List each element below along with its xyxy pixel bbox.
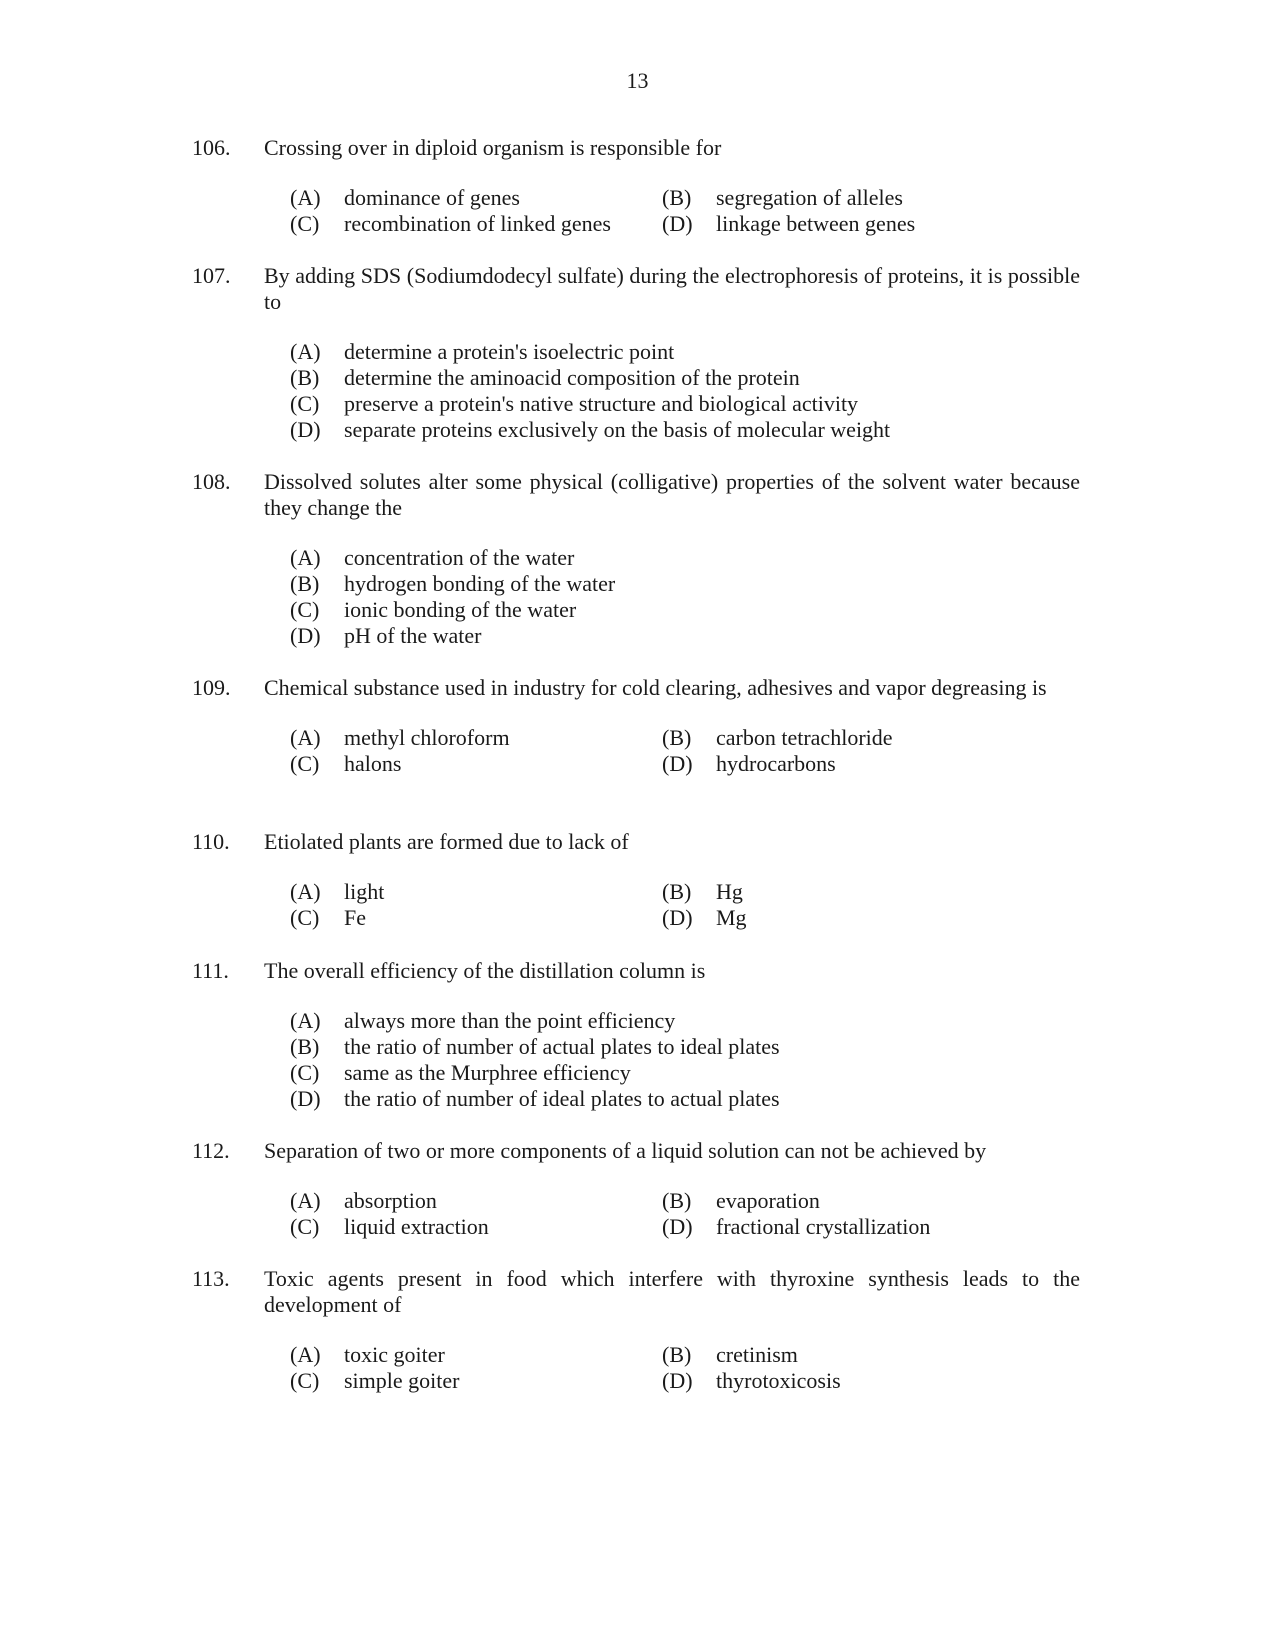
option-label: (D) (662, 1214, 693, 1239)
option-label: (D) (290, 623, 321, 648)
question-111 (192, 958, 1080, 1112)
option-text: carbon tetrachloride (716, 725, 893, 750)
question-text: Crossing over in diploid organism is responsible for (264, 135, 722, 160)
option-text: methyl chloroform (344, 725, 510, 750)
option-text: always more than the point efficiency (344, 1008, 676, 1033)
option-text: segregation of alleles (716, 185, 903, 210)
question-text: Chemical substance used in industry for cold clearing, adhesives and vapor degreasing is (264, 675, 1047, 700)
option-label: (B) (290, 571, 320, 596)
question-number: 106. (192, 135, 231, 160)
option-label: (B) (662, 1188, 692, 1213)
option-label: (C) (290, 597, 320, 622)
option-text: Fe (344, 905, 366, 930)
option-text: liquid extraction (344, 1214, 489, 1239)
page-number: 13 (626, 68, 649, 93)
option-d (662, 1214, 1080, 1240)
option-text: hydrocarbons (716, 751, 836, 776)
option-d (662, 1368, 1080, 1394)
option-b (662, 879, 1080, 905)
option-c (290, 211, 662, 237)
option-d (662, 751, 1080, 777)
option-text: ionic bonding of the water (344, 597, 577, 622)
question-number: 112. (192, 1138, 230, 1163)
option-label: (A) (290, 339, 321, 364)
option-label: (A) (290, 545, 321, 570)
option-d (290, 623, 1080, 649)
question-110 (192, 829, 1080, 931)
option-label: (D) (662, 1368, 693, 1393)
options (290, 1188, 1080, 1240)
option-text: Mg (716, 905, 747, 930)
option-d (662, 211, 1080, 237)
option-label: (A) (290, 725, 321, 750)
options (290, 1342, 1080, 1394)
option-label: (A) (290, 879, 321, 904)
option-label: (C) (290, 1214, 320, 1239)
option-a (290, 185, 662, 211)
option-label: (B) (290, 1034, 320, 1059)
option-text: light (344, 879, 385, 904)
option-label: (D) (662, 211, 693, 236)
option-label: (A) (290, 1188, 321, 1213)
options (290, 1008, 1080, 1112)
option-text: cretinism (716, 1342, 798, 1367)
option-b (662, 1342, 1080, 1368)
option-text: simple goiter (344, 1368, 460, 1393)
option-label: (A) (290, 1342, 321, 1367)
option-text: concentration of the water (344, 545, 575, 570)
question-109 (192, 675, 1080, 777)
question-108 (192, 469, 1080, 649)
option-label: (B) (662, 725, 692, 750)
option-b (290, 571, 1080, 597)
question-112 (192, 1138, 1080, 1240)
option-label: (D) (290, 417, 321, 442)
option-c (290, 391, 1080, 417)
options (290, 879, 1080, 931)
option-text: thyrotoxicosis (716, 1368, 841, 1393)
options (290, 339, 1080, 443)
question-text: Dissolved solutes alter some physical (colligative) properties of the solvent water because they change the (264, 469, 1080, 520)
question-text: Toxic agents present in food which interfere with thyroxine synthesis leads to the development of (264, 1266, 1080, 1317)
option-b (662, 1188, 1080, 1214)
option-label: (C) (290, 1368, 320, 1393)
question-number: 109. (192, 675, 231, 700)
option-a (290, 1008, 1080, 1034)
question-text: Etiolated plants are formed due to lack of (264, 829, 629, 854)
option-text: evaporation (716, 1188, 820, 1213)
question-number: 107. (192, 263, 231, 288)
option-label: (D) (290, 1086, 321, 1111)
option-a (290, 339, 1080, 365)
option-label: (C) (290, 211, 320, 236)
option-d (290, 417, 1080, 443)
option-label: (B) (662, 1342, 692, 1367)
question-113 (192, 1266, 1080, 1394)
option-text: hydrogen bonding of the water (344, 571, 616, 596)
option-text: the ratio of number of ideal plates to actual plates (344, 1086, 780, 1111)
question-number: 113. (192, 1266, 230, 1291)
option-text: absorption (344, 1188, 437, 1213)
option-text: the ratio of number of actual plates to ideal plates (344, 1034, 780, 1059)
option-label: (C) (290, 905, 320, 930)
options (290, 185, 1080, 237)
question-number: 110. (192, 829, 230, 854)
question-107 (192, 263, 1080, 443)
option-a (290, 879, 662, 905)
option-text: separate proteins exclusively on the basis of molecular weight (344, 417, 891, 442)
option-text: pH of the water (344, 623, 482, 648)
option-text: determine a protein's isoelectric point (344, 339, 675, 364)
option-text: recombination of linked genes (344, 211, 611, 236)
question-text: Separation of two or more components of a liquid solution can not be achieved by (264, 1138, 987, 1163)
option-a (290, 1342, 662, 1368)
option-text: dominance of genes (344, 185, 520, 210)
option-b (662, 185, 1080, 211)
option-a (290, 545, 1080, 571)
option-label: (B) (290, 365, 320, 390)
option-label: (C) (290, 1060, 320, 1085)
option-label: (D) (662, 905, 693, 930)
question-text: By adding SDS (Sodiumdodecyl sulfate) during the electrophoresis of proteins, it is possible to (264, 263, 1080, 314)
option-b (662, 725, 1080, 751)
option-label: (B) (662, 185, 692, 210)
option-label: (C) (290, 391, 320, 416)
option-c (290, 1368, 662, 1394)
option-label: (A) (290, 1008, 321, 1033)
option-d (662, 905, 1080, 931)
options (290, 545, 1080, 649)
option-b (290, 365, 1080, 391)
option-text: toxic goiter (344, 1342, 445, 1367)
option-a (290, 725, 662, 751)
question-106 (192, 135, 1080, 237)
option-label: (C) (290, 751, 320, 776)
question-number: 108. (192, 469, 231, 494)
option-c (290, 597, 1080, 623)
option-text: Hg (716, 879, 743, 904)
option-text: same as the Murphree efficiency (344, 1060, 631, 1085)
option-c (290, 1214, 662, 1240)
option-text: linkage between genes (716, 211, 916, 236)
option-b (290, 1034, 1080, 1060)
question-number: 111. (192, 958, 229, 983)
options (290, 725, 1080, 777)
option-a (290, 1188, 662, 1214)
option-label: (D) (662, 751, 693, 776)
option-c (290, 905, 662, 931)
option-c (290, 751, 662, 777)
option-text: determine the aminoacid composition of the protein (344, 365, 800, 390)
option-text: preserve a protein's native structure and biological activity (344, 391, 859, 416)
option-text: halons (344, 751, 402, 776)
option-d (290, 1086, 1080, 1112)
option-label: (A) (290, 185, 321, 210)
question-text: The overall efficiency of the distillation column is (264, 958, 706, 983)
option-label: (B) (662, 879, 692, 904)
option-text: fractional crystallization (716, 1214, 931, 1239)
option-c (290, 1060, 1080, 1086)
